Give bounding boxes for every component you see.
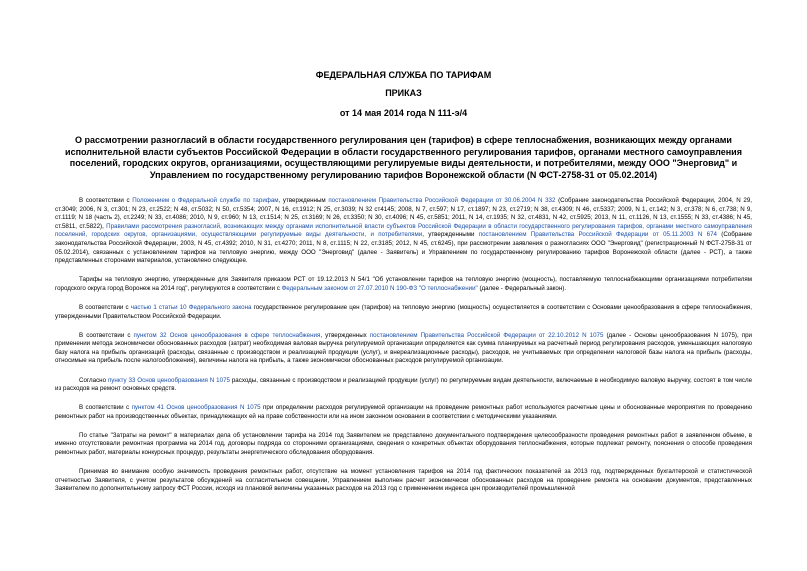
paragraph-text: В соответствии с: [79, 404, 132, 412]
paragraph-text: В соответствии с: [79, 197, 133, 204]
paragraph-text: , утвержденным: [278, 197, 329, 204]
paragraph-text: (Собрание законодательства Российской Федерации, 2004, N 29, ст.3049; 2006, N 3, ст.301; N 23, ст.2522; N 48, ст.5032; N 50, ст.5354; 2007, N 16, ст.1912; N 25, ст.3039; N 32 ст4145; 2008, N 7, ст.597; N 17, ст.1897; N 23, ст.2719; N 38, ст.4309; N 46, ст.5337; 2009, N 1, ст.142; N 3, ст.378; N 6, ст.738; N 9, ст.1119; N 18 (часть 2), ст.2249; N 33, ст.4086; 2010, N 9, ст.960; N 13, ст.1514; N 25, ст.3169; N 26, ст.3350; N 30, ст.4096; N 45, ст.5851; 2011, N 14, ст.1935; N 32, ст.4831, N 42, ст.5925; 2013, N 11, ст.1126, N 13, ст.1555; N 33, ст.4386; N 45, ст.5811, ст.5822),: [55, 197, 752, 230]
paragraph: [55, 276, 752, 293]
paragraph-text: По статье "Затраты на ремонт" в материалах дела об установлении тарифа на 2014 год Заявителем не представлено документального подтверждения целесообразности проведения ремонтных работ в заявленном объеме, в именно отсутствовали ремонтная программа на 2014 год, договоры подряда со сторонними организациями, сведения о конкретных объектах оборудования теплоснабжения, которые подлежат ремонту, пояснения о способе проведения ремонтных работ, материалы конкурсных процедур, результаты энергетического обследования оборудования.: [55, 431, 752, 457]
document-body: [55, 197, 752, 504]
law-link[interactable]: Правилами рассмотрения разногласий, возникающих между органами исполнительной власти субъектов Российской Федерации в области государственного регулирования тарифов, органами местного самоуправления поселений, городских округов, организациями, осуществляющими регулируемые виды деятельности, и потребителями: [55, 222, 752, 239]
paragraph-text: В соответствии с: [79, 303, 131, 311]
paragraph-text: при определении расходов регулируемой организации на проведение ремонтных работ используются расчетные цены и обоснованные мероприятия по проведению ремонтных работ на производственных объектах, принадлежащих ей на праве собственности или на ином законном основании в соответствии с методическими указаниями.: [55, 404, 752, 420]
law-link[interactable]: пункту 33 Основ ценообразования N 1075: [107, 376, 230, 384]
paragraph-text: расходы, связанные с производством и реализацией продукции (услуг) по регулируемым видам деятельности, включаемые в необходимую валовую выручку, состоят в том числе из расходов на ремонт основных средств.: [55, 376, 753, 393]
law-link[interactable]: постановлением Правительства Российской Федерации от 05.11.2003 N 674: [478, 231, 717, 239]
law-link[interactable]: постановлением Правительства Российской Федерации от 30.06.2004 N 332: [328, 197, 556, 204]
paragraph-text: , утвержденных: [320, 331, 370, 339]
law-link[interactable]: пунктом 41 Основ ценообразования N 1075: [131, 404, 261, 412]
paragraph-text: Принимая во внимание особую значимость проведения ремонтных работ, отсутствие на момент установления тарифов на 2014 год фактических показателей за 2013 год, подтвержденных бухгалтерской и статистической отчетностью Заявителя, с учетом результатов обсуждений на согласительном совещании, Управлением выполнен расчет экономически обоснованных расходов на проведение ремонта на основании документов, представленных Заявителем по дополнительному запросу ФСТ России, исходя из плановой величины указанных расходов на 2013 год с применением индекса цен производителей промышленной: [55, 468, 752, 493]
paragraph: [55, 304, 752, 321]
paragraph-text: Тарифы на тепловую энергию, утвержденные для Заявителя приказом РСТ от 19.12.2013 N 54/1 "Об установлении тарифов на тепловую энергию (мощность), поставляемую теплоснабжающими организациями потребителям городского округа город Воронеж на 2014 год", регулируются в соответствии с: [55, 276, 752, 292]
law-link[interactable]: частью 1 статьи 10 Федерального закона: [130, 303, 252, 311]
document-title: О рассмотрении разногласий в области государственного регулирования цен (тарифов) в сфере теплоснабжения, возникающих между органами исполнительной власти субъектов Российской Федерации в области государственного регулирования тарифов, органами местного самоуправления поселений, городских округов, организациями, осуществляющими регулируемые виды деятельности, и потребителями, между ООО "Энерговид" и Управлением по государственному регулированию тарифов Воронежской области (N ФСТ-2758-31 от 05.02.2014): [65, 135, 742, 180]
document-type-heading: ПРИКАЗ: [385, 88, 422, 98]
paragraph: [55, 332, 752, 366]
paragraph: [55, 197, 752, 266]
paragraph-text: (далее - Федеральный закон).: [477, 284, 567, 292]
paragraph-text: Согласно: [79, 376, 108, 384]
law-link[interactable]: Положением о Федеральной службе по тарифам: [132, 197, 279, 204]
agency-heading: ФЕДЕРАЛЬНАЯ СЛУЖБА ПО ТАРИФАМ: [315, 70, 492, 80]
paragraph-text: В соответствии с: [79, 331, 134, 339]
document-date-number: от 14 мая 2014 года N 111-э/4: [339, 108, 468, 118]
paragraph: [55, 432, 752, 458]
paragraph-text: (Собрание законодательства Российской Федерации, 2003, N 45, ст.4392; 2010, N 31, ст.4270; 2011, N 8, ст.1115; N 22, ст.3185; 2012, N 45, ст.6245), при рассмотрении заявления о разногласиях ООО "Энерговид" (регистрационный N ФСТ-2758-31 от 05.02.2014), связанных с установлением тарифов на тепловую энергию, между ООО "Энерговид" (далее - Заявитель) и Управлением по государственному регулированию тарифов Воронежской области (далее - РСТ), а также представленных сторонами материалов, установлено следующее.: [55, 231, 752, 265]
paragraph: [55, 404, 752, 421]
law-link[interactable]: Федеральным законом от 27.07.2010 N 190-ФЗ "О теплоснабжении": [281, 284, 478, 292]
paragraph: [55, 468, 752, 494]
paragraph-text: государственное регулирование цен (тарифов) на тепловую энергию (мощность) осуществляется в соответствии с Основами ценообразования в сфере теплоснабжения, утвержденными Правительством Российской Федерации.: [55, 303, 752, 320]
law-link[interactable]: пунктом 32 Основ ценообразования в сфере теплоснабжения: [133, 331, 321, 339]
law-link[interactable]: постановлением Правительства Российской Федерации от 22.10.2012 N 1075: [369, 331, 604, 339]
paragraph-text: , утвержденными: [422, 231, 479, 239]
paragraph: [55, 377, 752, 394]
paragraph-text: (далее - Основы ценообразования N 1075), при применении метода экономически обоснованных расходов (затрат) необходимая валовая выручка регулируемой организации определяется как сумма планируемых на расчетный период регулирования расходов, уменьшающих налоговую базу налога на прибыль организаций (расходы, связанные с производством и реализацией продукции (услуг), и внереализационные расходы), расходов, не учитываемых при определении налоговой базы налога на прибыль (расходы, относимые на прибыль после налогообложения), величины налога на прибыль, а также экономически обоснованных расходов регулируемой организации.: [55, 331, 752, 365]
